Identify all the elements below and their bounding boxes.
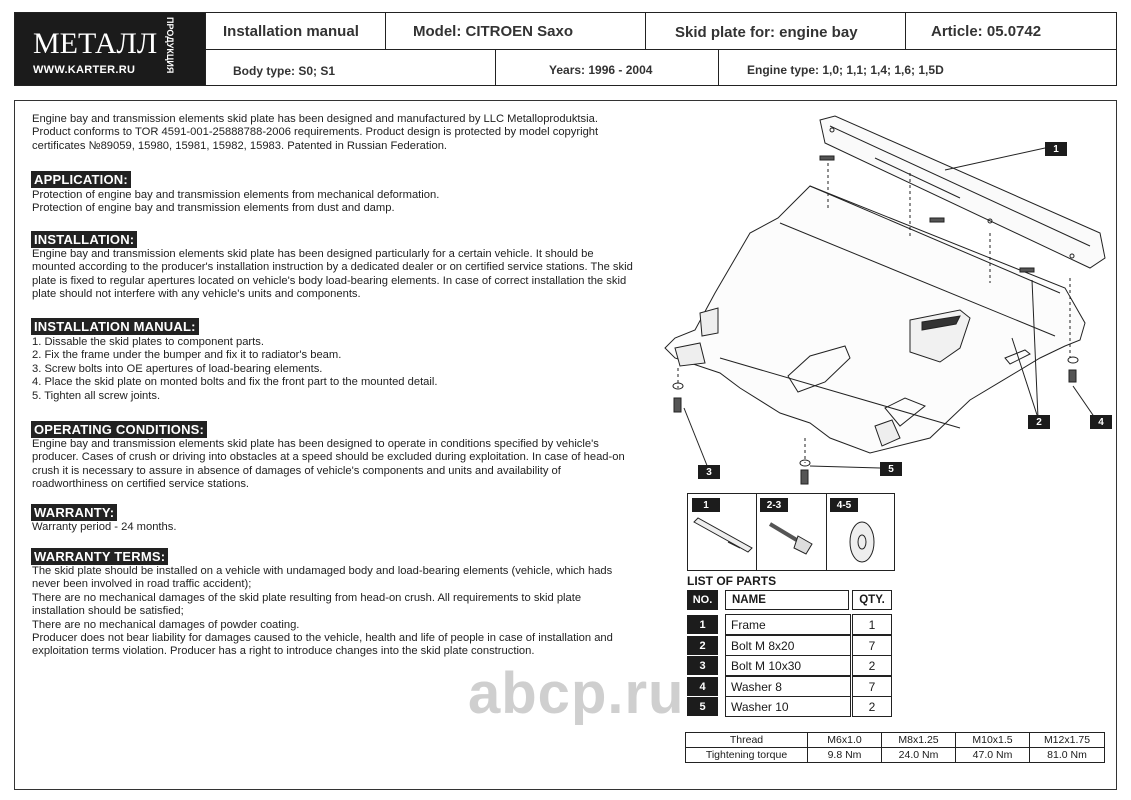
text-line: producer. Cases of crush or driving into obstacles at a speed should be excluded during exploitation. In case of head-on — [32, 451, 625, 464]
parts-header-qty: QTY. — [852, 590, 892, 610]
part-name: Frame — [725, 614, 851, 635]
part-qty: 7 — [852, 676, 892, 697]
part-name: Washer 10 — [725, 696, 851, 717]
text-line: The skid plate should be installed on a vehicle with undamaged body and load-bearing elements (vehicle, which hads — [32, 565, 613, 577]
years-label: Years: 1996 - 2004 — [549, 63, 653, 77]
torque-cell: M10x1.5 — [955, 732, 1030, 748]
part-name: Bolt M 10x30 — [725, 655, 851, 676]
callout-2: 2 — [1028, 415, 1050, 429]
logo-side-text: ПРОДУКЦИЯ — [165, 17, 175, 74]
intro-paragraph — [32, 113, 660, 153]
torque-cell: 24.0 Nm — [881, 747, 956, 763]
installation-manual-steps — [32, 336, 660, 403]
skid-plate-label: Skid plate for: engine bay — [675, 24, 858, 41]
intro-line: Engine bay and transmission elements skid plate has been designed and manufactured by LLC Metalloproduktsia. — [32, 113, 598, 125]
part-qty: 7 — [852, 635, 892, 656]
step-line: 3. Screw bolts into OE apertures of load-bearing elements. — [32, 362, 323, 375]
text-line: never been involved in road traffic accident); — [32, 578, 252, 591]
brand-logo — [15, 13, 205, 85]
parts-header-no: NO. — [687, 590, 718, 610]
torque-cell: Tightening torque — [685, 747, 808, 763]
part-no: 3 — [687, 656, 718, 675]
step-line: 4. Place the skid plate on monted bolts and fix the front part to the mounted detail. — [32, 376, 438, 389]
text-line: mounted according to the producer's installation instruction by a dedicated dealer or on certified service stations. The skid — [32, 261, 633, 274]
skid-plate-exploded-diagram — [660, 108, 1115, 493]
torque-cell: M6x1.0 — [807, 732, 882, 748]
parts-list-title: LIST OF PARTS — [687, 574, 777, 588]
part-name: Washer 8 — [725, 676, 851, 697]
part-icon-label: 4-5 — [830, 498, 858, 512]
callout-3: 3 — [698, 465, 720, 479]
part-qty: 2 — [852, 655, 892, 676]
part-no: 4 — [687, 677, 718, 696]
installation-text — [32, 248, 660, 302]
text-line: Engine bay and transmission elements skid plate has been designed particularly for a certain vehicle. It should be — [32, 248, 594, 260]
logo-wordmark: МЕТАЛЛ — [33, 27, 158, 60]
torque-cell: M12x1.75 — [1029, 732, 1105, 748]
callout-1: 1 — [1045, 142, 1067, 156]
operating-text — [32, 438, 660, 492]
frame-part-icon — [688, 512, 894, 570]
torque-cell: Thread — [685, 732, 808, 748]
model-label: Model: CITROEN Saxo — [413, 23, 574, 40]
text-line: plate should not interfere with any vehicle's units and components. — [32, 288, 361, 301]
watermark-text: abcp.ru — [468, 661, 685, 726]
parts-icons-panel — [687, 493, 895, 571]
engine-type-label: Engine type: 1,0; 1,1; 1,4; 1,6; 1,5D — [747, 63, 944, 77]
installation-manual-heading: INSTALLATION MANUAL: — [31, 318, 199, 335]
part-qty: 2 — [852, 696, 892, 717]
body-type-label: Body type: S0; S1 — [233, 64, 336, 78]
torque-cell: 9.8 Nm — [807, 747, 882, 763]
logo-url: WWW.KARTER.RU — [33, 64, 136, 76]
installation-heading: INSTALLATION: — [31, 231, 137, 248]
part-no: 5 — [687, 697, 718, 716]
parts-header-name: NAME — [725, 590, 849, 610]
warranty-text — [32, 521, 660, 534]
intro-line: Product conforms to TOR 4591-001-25888788-2006 requirements. Product design is protected by model copyright — [32, 126, 599, 139]
text-line: roadworthiness on certified service stations. — [32, 478, 250, 491]
watermark-logo — [468, 660, 685, 727]
application-text — [32, 189, 660, 216]
text-line: Producer does not bear liability for damages caused to the vehicle, health and life of people in case of installation and — [32, 632, 613, 645]
part-name: Bolt M 8x20 — [725, 635, 851, 656]
text-line: There are no mechanical damages of the skid plate resulting from head-on crush. All requirements to skid plate — [32, 591, 582, 604]
warranty-heading: WARRANTY: — [31, 504, 117, 521]
torque-cell: 47.0 Nm — [955, 747, 1030, 763]
torque-cell: 81.0 Nm — [1029, 747, 1105, 763]
text-line: crush it is necessary to assure in absence of damages of vehicle's components and units and availability of — [32, 464, 561, 477]
text-line: plate is fixed to regular apertures located on vehicle's body load-bearing elements. In case of correct installation the skid — [32, 274, 627, 287]
text-line: Warranty period - 24 months. — [32, 521, 177, 533]
intro-line: certificates №89059, 15980, 15981, 15982, 15983. Patented in Russian Federation. — [32, 139, 448, 152]
text-line: There are no mechanical damages of powder coating. — [32, 618, 300, 631]
text-line: Protection of engine bay and transmission elements from mechanical deformation. — [32, 189, 440, 201]
step-line: 5. Tighten all screw joints. — [32, 389, 161, 402]
callout-4: 4 — [1090, 415, 1112, 429]
doc-title: Installation manual — [223, 23, 359, 40]
warranty-terms-text — [32, 565, 660, 659]
part-icon-label: 2-3 — [760, 498, 788, 512]
step-line: 2. Fix the frame under the bumper and fix it to radiator's beam. — [32, 349, 342, 362]
step-line: 1. Dissable the skid plates to component parts. — [32, 336, 264, 348]
torque-cell: M8x1.25 — [881, 732, 956, 748]
operating-heading: OPERATING CONDITIONS: — [31, 421, 207, 438]
article-label: Article: 05.0742 — [931, 23, 1042, 40]
part-no: 1 — [687, 615, 718, 634]
part-icon-label: 1 — [692, 498, 720, 512]
callout-5: 5 — [880, 462, 902, 476]
text-line: exploitation terms violation. Producer has a right to introduce changes into the skid plate construction. — [32, 645, 535, 658]
header-block — [14, 12, 1117, 86]
text-line: installation should be satisfied; — [32, 605, 184, 618]
part-no: 2 — [687, 636, 718, 655]
warranty-terms-heading: WARRANTY TERMS: — [31, 548, 168, 565]
part-qty: 1 — [852, 614, 892, 635]
text-line: Engine bay and transmission elements skid plate has been designed to operate in conditions specified by vehicle's — [32, 438, 599, 450]
application-heading: APPLICATION: — [31, 171, 131, 188]
text-line: Protection of engine bay and transmission elements from dust and damp. — [32, 202, 395, 215]
